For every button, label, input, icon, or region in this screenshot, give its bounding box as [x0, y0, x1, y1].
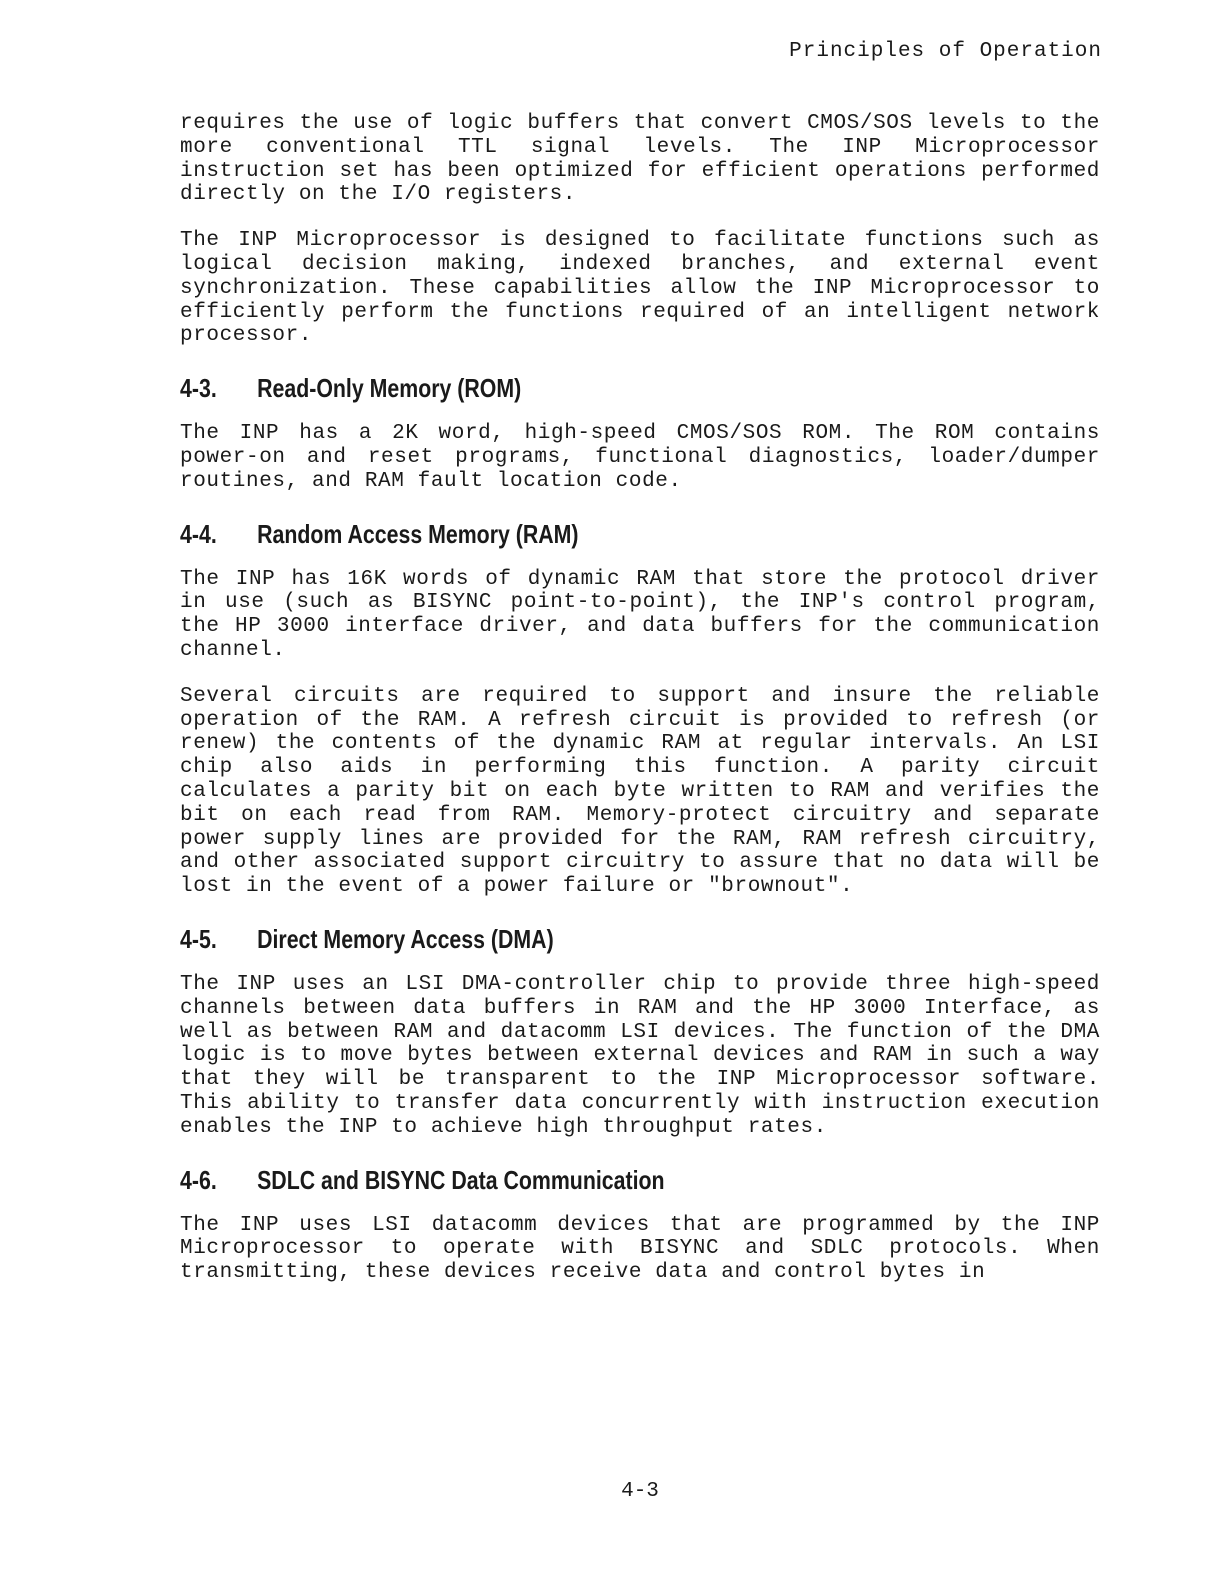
paragraph-dma: The INP uses an LSI DMA-controller chip to provide three high-speed channels between data buffers in RAM and the HP 3000 Interface, as well as between RAM and datacomm LSI devices. The function of the DMA logic is to move bytes between external devices and RAM in such a way that they will be transparent to the INP Microprocessor software. This ability to transfer data concurrently with instruction execution enables the INP to achieve high throughput rates.: [180, 972, 1100, 1139]
page-number: 4-3: [621, 1480, 659, 1503]
section-heading-ram: [180, 516, 934, 552]
section-title: Random Access Memory (RAM): [257, 518, 579, 549]
section-heading-rom: [180, 370, 934, 406]
running-header: Principles of Operation: [789, 40, 1102, 63]
paragraph-datacomm: The INP uses LSI datacomm devices that are programmed by the INP Microprocessor to operate with BISYNC and SDLC protocols. When transmitting, these devices receive data and control bytes in: [180, 1213, 1100, 1285]
section-number: 4-6.: [180, 1164, 217, 1195]
page-body: [180, 112, 1100, 1307]
section-number: 4-3.: [180, 373, 217, 404]
section-heading-dma: [180, 921, 934, 957]
paragraph-intro-2: The INP Microprocessor is designed to facilitate functions such as logical decision making, indexed branches, and external event synchronization. These capabilities allow the INP Microprocessor to efficiently perform the functions required of an intelligent network processor.: [180, 229, 1100, 348]
paragraph-intro-1: requires the use of logic buffers that convert CMOS/SOS levels to the more conventional TTL signal levels. The INP Microprocessor instruction set has been optimized for efficient operations performed directly on the I/O registers.: [180, 112, 1100, 207]
section-title: SDLC and BISYNC Data Communication: [257, 1164, 665, 1195]
section-title: Read-Only Memory (ROM): [257, 373, 522, 404]
section-number: 4-5.: [180, 923, 217, 954]
section-number: 4-4.: [180, 518, 217, 549]
paragraph-rom: The INP has a 2K word, high-speed CMOS/SOS ROM. The ROM contains power-on and reset programs, functional diagnostics, loader/dumper routines, and RAM fault location code.: [180, 422, 1100, 493]
paragraph-ram-2: Several circuits are required to support and insure the reliable operation of the RAM. A refresh circuit is provided to refresh (or renew) the contents of the dynamic RAM at regular intervals. An LSI chip also aids in performing this function. A parity circuit calculates a parity bit on each byte written to RAM and verifies the bit on each read from RAM. Memory-protect circuitry and separate power supply lines are provided for the RAM, RAM refresh circuitry, and other associated support circuitry to assure that no data will be lost in the event of a power failure or "brownout".: [180, 684, 1100, 899]
paragraph-ram-1: The INP has 16K words of dynamic RAM that store the protocol driver in use (such as BISYNC point-to-point), the INP's control program, the HP 3000 interface driver, and data buffers for the communication channel.: [180, 567, 1100, 662]
section-title: Direct Memory Access (DMA): [257, 923, 554, 954]
section-heading-datacomm: [180, 1162, 934, 1198]
